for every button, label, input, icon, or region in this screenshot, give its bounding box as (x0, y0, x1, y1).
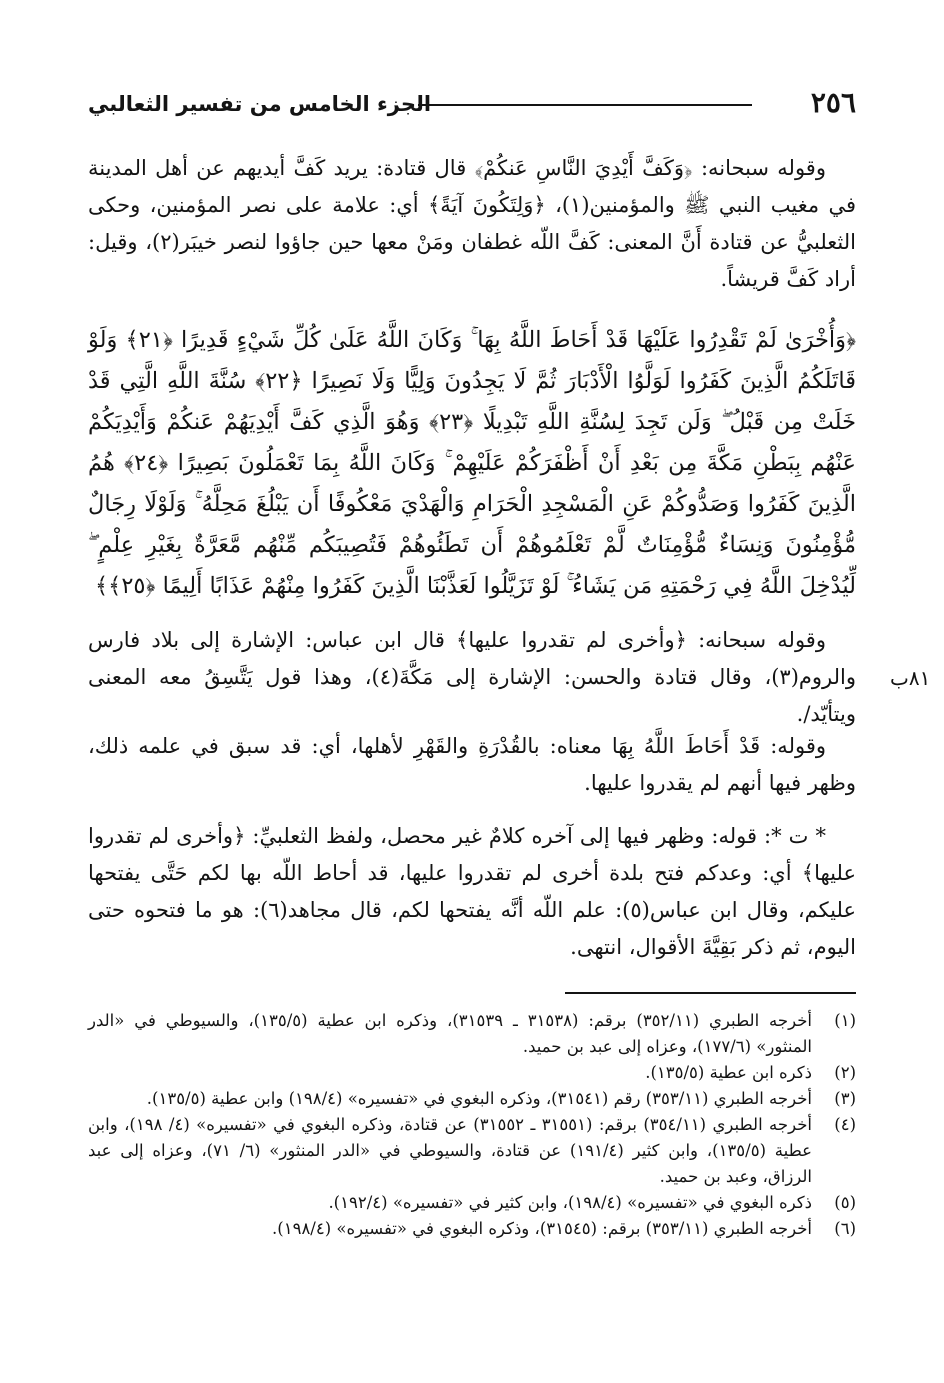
footnote-separator (565, 992, 856, 994)
footnote-item (88, 1060, 856, 1086)
footnote-number: (١) (834, 1011, 856, 1030)
footnote-text: أخرجه الطبري (٣٥٣/١١) رقم (٣١٥٤١)، وذكره البغوي في «تفسيره» (١٩٨/٤) وابن عطية (١٣٥/٥). (146, 1089, 812, 1108)
page-number: ٢٥٦ (810, 86, 856, 119)
footnote-item (88, 1216, 856, 1242)
footnote-item (88, 1008, 856, 1060)
footnote-number: (٤) (834, 1115, 856, 1134)
running-title: الجزء الخامس من تفسير الثعالبي (88, 92, 432, 116)
footnote-text: أخرجه الطبري (٣٥٢/١١) برقم: (٣١٥٣٨ ـ ٣١٥٣٩)، وذكره ابن عطية (١٣٥/٥)، والسيوطي في «الدر المنثور» (١٧٧/٦)، وعزاه إلى عبد بن حميد. (88, 1011, 812, 1056)
paragraph-commentary-4 (88, 818, 856, 966)
footnote-item (88, 1190, 856, 1216)
footnote-number: (٢) (834, 1063, 856, 1082)
quran-passage: ﴿وَأُخْرَىٰ لَمْ تَقْدِرُوا عَلَيْهَا قَدْ أَحَاطَ اللَّهُ بِهَا ۚ وَكَانَ اللَّهُ عَلَىٰ كُلِّ شَيْءٍ قَدِيرًا ﴿٢١﴾ وَلَوْ قَاتَلَكُمُ الَّذِينَ كَفَرُوا لَوَلَّوُا الْأَدْبَارَ ثُمَّ لَا يَجِدُونَ وَلِيًّا وَلَا نَصِيرًا ﴿٢٢﴾ سُنَّةَ اللَّهِ الَّتِي قَدْ خَلَتْ مِن قَبْلُ ۖ وَلَن تَجِدَ لِسُنَّةِ اللَّهِ تَبْدِيلًا ﴿٢٣﴾ وَهُوَ الَّذِي كَفَّ أَيْدِيَهُمْ عَنكُمْ وَأَيْدِيَكُمْ عَنْهُم بِبَطْنِ مَكَّةَ مِن بَعْدِ أَنْ أَظْفَرَكُمْ عَلَيْهِمْ ۚ وَكَانَ اللَّهُ بِمَا تَعْمَلُونَ بَصِيرًا ﴿٢٤﴾ هُمُ الَّذِينَ كَفَرُوا وَصَدُّوكُمْ عَنِ الْمَسْجِدِ الْحَرَامِ وَالْهَدْيَ مَعْكُوفًا أَن يَبْلُغَ مَحِلَّهُ ۚ وَلَوْلَا رِجَالٌ مُّؤْمِنُونَ وَنِسَاءٌ مُّؤْمِنَاتٌ لَّمْ تَعْلَمُوهُمْ أَن تَطَئُوهُمْ فَتُصِيبَكُم مِّنْهُم مَّعَرَّةٌ بِغَيْرِ عِلْمٍ ۖ لِّيُدْخِلَ اللَّهُ فِي رَحْمَتِهِ مَن يَشَاءُ ۚ لَوْ تَزَيَّلُوا لَعَذَّبْنَا الَّذِينَ كَفَرُوا مِنْهُمْ عَذَابًا أَلِيمًا ﴿٢٥﴾﴾ (88, 327, 856, 599)
footnotes (88, 1008, 856, 1242)
header-rule (418, 104, 752, 106)
footnote-text: ذكره ابن عطية (١٣٥/٥). (645, 1063, 812, 1082)
footnote-number: (٥) (834, 1193, 856, 1212)
footnote-text: ذكره البغوي في «تفسيره» (١٩٨/٤)، وابن كثير في «تفسيره» (١٩٢/٤). (328, 1193, 812, 1212)
paragraph-commentary-3 (88, 728, 856, 802)
paragraph-commentary-1 (88, 150, 856, 298)
footnote-text: أخرجه الطبري (٣٥٤/١١) برقم: (٣١٥٥١ ـ ٣١٥٥٢) عن قتادة، وذكره البغوي في «تفسيره» (٤/ ١٩٨)، وابن عطية (١٣٥/٥)، وابن كثير (١٩١/٤) عن قتادة، والسيوطي في «الدر المنثور» (٦/ ٧١)، وعزاه إلى عبد الرزاق، وعبد بن حميد. (88, 1115, 813, 1186)
footnote-item (88, 1086, 856, 1112)
paragraph-text: وقوله: قَدْ أَحَاطَ اللَّهُ بِهَا معناه: بالقُدْرَةِ والقَهْرِ لأهلها، أي: قد سبق في علمه ذلك، وظهر فيها أنهم لم يقدروا عليها. (88, 734, 856, 795)
footnote-item (88, 1112, 856, 1190)
footnote-text: أخرجه الطبري (٣٥٣/١١) برقم: (٣١٥٤٥)، وذكره البغوي في «تفسيره» (١٩٨/٤). (272, 1219, 812, 1238)
manuscript-folio-marker: ٨١ب (890, 666, 931, 690)
paragraph-commentary-2 (88, 622, 856, 733)
paragraph-text: * ت *: قوله: وظهر فيها إلى آخره كلامٌ غير محصل، ولفظ الثعلبيِّ: ﴿وأخرى لم تقدروا عليها﴾ أي: وعدكم فتح بلدة أخرى لم تقدروا عليها، قد أحاط اللّه بها لكم حَتَّى يفتحها عليكم، وقال ابن عباس(٥): علم اللّه أنَّه يفتحها لكم، قال مجاهد(٦): هو ما فتحوه حتى اليوم، ثم ذكر بَقِيَّةَ الأقوال، انتهى. (88, 824, 856, 959)
page-header (88, 86, 856, 126)
paragraph-text: وقوله سبحانه: ﴿وأخرى لم تقدروا عليها﴾ قال ابن عباس: الإشارة إلى بلاد فارس والروم(٣)، وقال قتادة والحسن: الإشارة إلى مَكَّةَ(٤)، وهذا قول يَتَّسِقُ معه المعنى ويتأيّد/. (88, 628, 856, 726)
footnote-number: (٣) (834, 1089, 856, 1108)
footnote-number: (٦) (834, 1219, 856, 1238)
paragraph-text: وقوله سبحانه: ﴿وَكَفَّ أَيْدِيَ النَّاسِ عَنكُمْ﴾ قال قتادة: يريد كَفَّ أيديهم عن أهل المدينة في مغيب النبي ﷺ والمؤمنين(١)، ﴿وَلِتَكُونَ آيَةً﴾ أي: علامة على نصر المؤمنين، وحكى الثعلبيُّ عن قتادة أَنَّ المعنى: كَفَّ اللّه غطفان ومَنْ معها حين جاؤوا لنصر خيبَر(٢)، وقيل: أراد كَفَّ قريشاً. (88, 156, 856, 291)
